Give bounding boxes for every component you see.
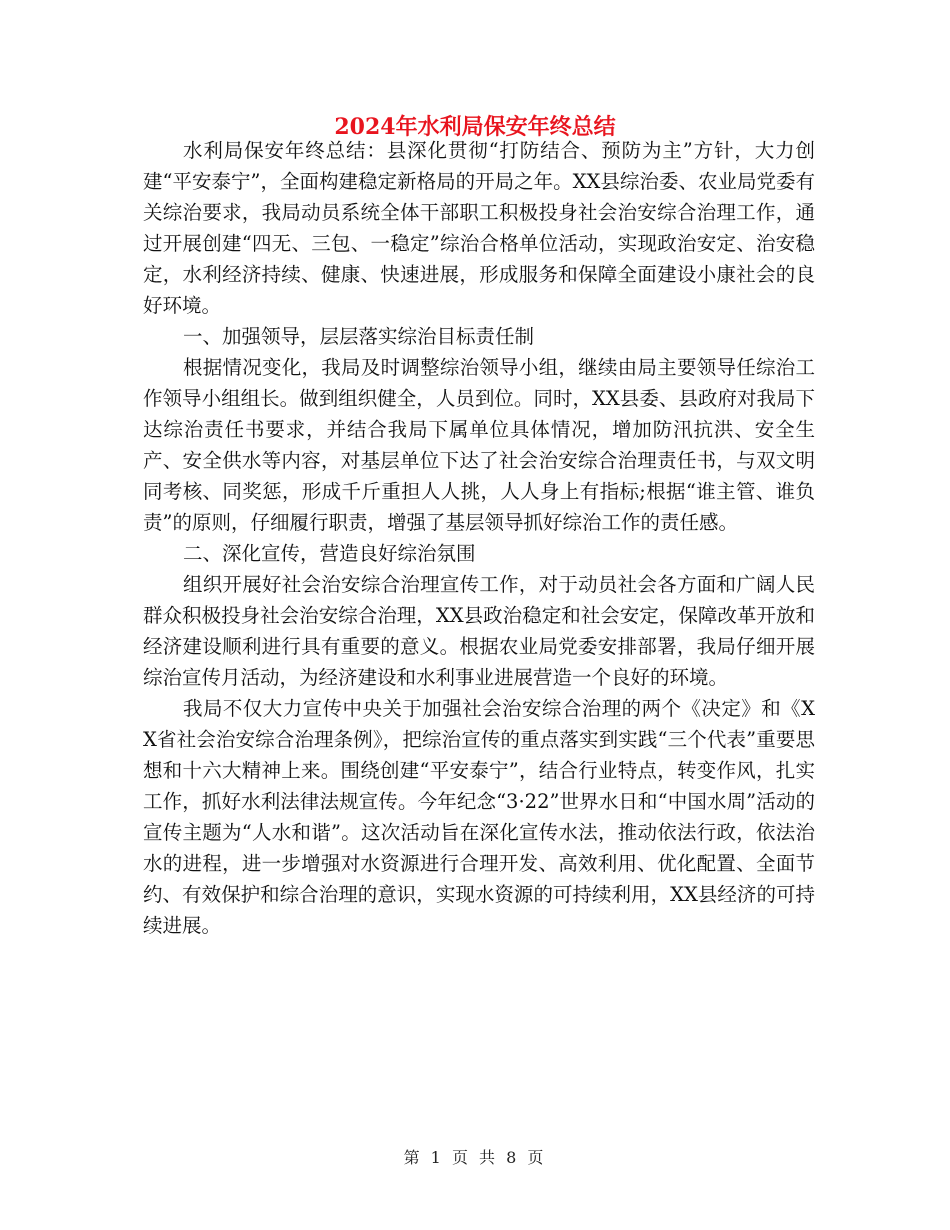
paragraph-leadership: 根据情况变化，我局及时调整综治领导小组，继续由局主要领导任综治工作领导小组组长。做到组织健全，人员到位。同时，XX县委、县政府对我局下达综治责任书要求，并结合我局下属单位具体情况，增加防汛抗洪、安全生产、安全供水等内容，对基层单位下达了社会治安综合治理责任书，与双文明同考核、同奖惩，形成千斤重担人人挑，人人身上有指标;根据“谁主管、谁负责”的原则，仔细履行职责，增强了基层领导抓好综治工作的责任感。: [143, 356, 815, 534]
section-heading-2: 二、深化宣传，营造良好综治氛围: [183, 542, 476, 565]
section-heading-1: 一、加强领导，层层落实综治目标责任制: [183, 325, 535, 348]
page-number-footer: 第 1 页 共 8 页: [403, 1148, 547, 1167]
document-body: [143, 135, 815, 941]
document-title: 2024年水利局保安年终总结: [334, 114, 616, 140]
paragraph-water-law: 我局不仅大力宣传中央关于加强社会治安综合治理的两个《决定》和《XX省社会治安综合治理条例》，把综治宣传的重点落实到实践“三个代表”重要思想和十六大精神上来。围绕创建“平安泰宁”，结合行业特点，转变作风，扎实工作，抓好水利法律法规宣传。今年纪念“3·22”世界水日和“中国水周”活动的宣传主题为“人水和谐”。这次活动旨在深化宣传水法，推动依法行政，依法治水的进程，进一步增强对水资源进行合理开发、高效利用、优化配置、全面节约、有效保护和综合治理的意识，实现水资源的可持续利用，XX县经济的可持续进展。: [143, 697, 815, 937]
paragraph-intro: 水利局保安年终总结：县深化贯彻“打防结合、预防为主”方针，大力创建“平安泰宁”，全面构建稳定新格局的开局之年。XX县综治委、农业局党委有关综治要求，我局动员系统全体干部职工积极投身社会治安综合治理工作，通过开展创建“四无、三包、一稳定”综治合格单位活动，实现政治安定、治安稳定，水利经济持续、健康、快速进展，形成服务和保障全面建设小康社会的良好环境。: [143, 139, 815, 317]
paragraph-publicity: 组织开展好社会治安综合治理宣传工作，对于动员社会各方面和广阔人民群众积极投身社会治安综合治理，XX县政治稳定和社会安定，保障改革开放和经济建设顺利进行具有重要的意义。根据农业局党委安排部署，我局仔细开展综治宣传月活动，为经济建设和水利事业进展营造一个良好的环境。: [143, 573, 815, 689]
